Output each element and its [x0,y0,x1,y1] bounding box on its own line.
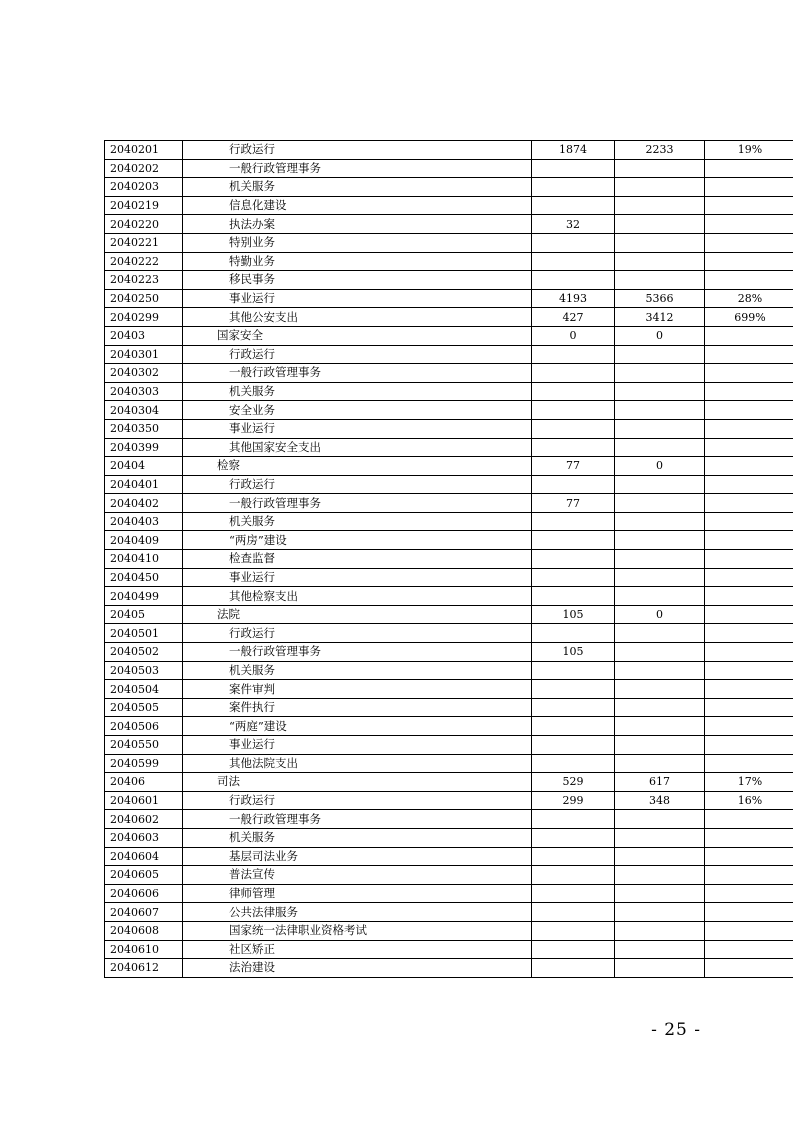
code-cell: 20404 [105,457,183,476]
item-name-cell: 其他法院支出 [183,754,532,773]
code-cell: 2040222 [105,252,183,271]
table-row [105,717,793,736]
code-cell: 20405 [105,605,183,624]
table-row [105,159,793,178]
table-row [105,736,793,755]
value-1-cell [532,512,615,531]
code-cell: 2040203 [105,178,183,197]
item-name-cell: 国家统一法律职业资格考试 [183,921,532,940]
table-row [105,661,793,680]
budget-table-body [105,141,793,978]
code-cell: 2040606 [105,884,183,903]
code-cell: 2040503 [105,661,183,680]
item-name-cell: 机关服务 [183,512,532,531]
value-2-cell [615,680,705,699]
value-1-cell [532,475,615,494]
item-name-cell: 基层司法业务 [183,847,532,866]
value-2-cell [615,736,705,755]
change-percent-cell: 28% [705,289,793,308]
value-2-cell: 3412 [615,308,705,327]
value-1-cell [532,159,615,178]
item-name-cell: 律师管理 [183,884,532,903]
table-row [105,438,793,457]
value-1-cell [532,587,615,606]
value-1-cell [532,736,615,755]
table-row [105,531,793,550]
value-2-cell: 0 [615,457,705,476]
value-2-cell [615,550,705,569]
page-number: - 25 - [651,1020,701,1040]
value-1-cell [532,754,615,773]
change-percent-cell [705,903,793,922]
value-1-cell: 32 [532,215,615,234]
change-percent-cell [705,717,793,736]
code-cell: 2040303 [105,382,183,401]
code-cell: 20406 [105,773,183,792]
code-cell: 20403 [105,326,183,345]
item-name-cell: 法院 [183,605,532,624]
value-1-cell: 77 [532,494,615,513]
value-1-cell [532,178,615,197]
value-1-cell [532,364,615,383]
code-cell: 2040220 [105,215,183,234]
value-1-cell: 427 [532,308,615,327]
code-cell: 2040223 [105,271,183,290]
value-1-cell [532,717,615,736]
table-row [105,847,793,866]
code-cell: 2040410 [105,550,183,569]
change-percent-cell [705,754,793,773]
value-2-cell [615,438,705,457]
code-cell: 2040450 [105,568,183,587]
code-cell: 2040502 [105,643,183,662]
change-percent-cell [705,940,793,959]
value-1-cell: 77 [532,457,615,476]
table-row [105,810,793,829]
value-2-cell [615,159,705,178]
value-1-cell: 529 [532,773,615,792]
table-row [105,512,793,531]
table-row [105,271,793,290]
item-name-cell: 机关服务 [183,382,532,401]
value-1-cell [532,568,615,587]
table-row [105,568,793,587]
value-1-cell [532,438,615,457]
value-2-cell [615,382,705,401]
item-name-cell: 案件审判 [183,680,532,699]
value-1-cell [532,847,615,866]
change-percent-cell [705,568,793,587]
table-row [105,178,793,197]
change-percent-cell [705,884,793,903]
value-2-cell [615,903,705,922]
change-percent-cell [705,866,793,885]
table-row [105,828,793,847]
change-percent-cell [705,698,793,717]
item-name-cell: 事业运行 [183,568,532,587]
table-row [105,550,793,569]
table-row [105,345,793,364]
value-1-cell [532,959,615,978]
value-2-cell [615,717,705,736]
value-1-cell [532,866,615,885]
change-percent-cell [705,159,793,178]
item-name-cell: 检查监督 [183,550,532,569]
code-cell: 2040604 [105,847,183,866]
table-row [105,884,793,903]
value-2-cell [615,661,705,680]
value-1-cell [532,419,615,438]
change-percent-cell [705,959,793,978]
item-name-cell: 其他检察支出 [183,587,532,606]
code-cell: 2040504 [105,680,183,699]
value-2-cell [615,810,705,829]
value-1-cell [532,233,615,252]
item-name-cell: 国家安全 [183,326,532,345]
item-name-cell: 行政运行 [183,345,532,364]
change-percent-cell [705,550,793,569]
value-2-cell [615,178,705,197]
change-percent-cell: 17% [705,773,793,792]
change-percent-cell [705,512,793,531]
change-percent-cell [705,475,793,494]
value-2-cell: 617 [615,773,705,792]
table-row [105,624,793,643]
code-cell: 2040301 [105,345,183,364]
item-name-cell: 一般行政管理事务 [183,810,532,829]
table-row [105,791,793,810]
value-2-cell [615,866,705,885]
value-1-cell [532,661,615,680]
code-cell: 2040402 [105,494,183,513]
code-cell: 2040304 [105,401,183,420]
value-1-cell: 0 [532,326,615,345]
value-1-cell [532,940,615,959]
value-2-cell [615,401,705,420]
value-2-cell [615,754,705,773]
item-name-cell: 事业运行 [183,419,532,438]
table-row [105,326,793,345]
value-2-cell: 0 [615,605,705,624]
code-cell: 2040350 [105,419,183,438]
item-name-cell: 行政运行 [183,791,532,810]
value-2-cell [615,698,705,717]
table-row [105,773,793,792]
value-1-cell [532,252,615,271]
table-row [105,698,793,717]
item-name-cell: 普法宣传 [183,866,532,885]
table-row [105,680,793,699]
code-cell: 2040599 [105,754,183,773]
change-percent-cell [705,624,793,643]
table-row [105,921,793,940]
code-cell: 2040612 [105,959,183,978]
value-1-cell: 105 [532,605,615,624]
item-name-cell: “两庭”建设 [183,717,532,736]
change-percent-cell [705,587,793,606]
code-cell: 2040201 [105,141,183,160]
value-1-cell [532,382,615,401]
change-percent-cell: 699% [705,308,793,327]
value-1-cell [532,531,615,550]
item-name-cell: 一般行政管理事务 [183,159,532,178]
value-1-cell [532,196,615,215]
code-cell: 2040550 [105,736,183,755]
item-name-cell: 其他公安支出 [183,308,532,327]
value-1-cell [532,680,615,699]
item-name-cell: 机关服务 [183,661,532,680]
item-name-cell: 法治建设 [183,959,532,978]
table-row [105,959,793,978]
code-cell: 2040219 [105,196,183,215]
value-2-cell [615,215,705,234]
item-name-cell: 特勤业务 [183,252,532,271]
change-percent-cell [705,382,793,401]
value-1-cell [532,698,615,717]
item-name-cell: 移民事务 [183,271,532,290]
value-2-cell [615,475,705,494]
value-2-cell [615,624,705,643]
change-percent-cell [705,419,793,438]
item-name-cell: 事业运行 [183,736,532,755]
value-2-cell [615,940,705,959]
change-percent-cell [705,178,793,197]
item-name-cell: 行政运行 [183,141,532,160]
item-name-cell: 特别业务 [183,233,532,252]
code-cell: 2040603 [105,828,183,847]
change-percent-cell: 16% [705,791,793,810]
value-2-cell [615,345,705,364]
change-percent-cell [705,271,793,290]
table-row [105,215,793,234]
value-1-cell [532,271,615,290]
value-2-cell: 0 [615,326,705,345]
change-percent-cell [705,345,793,364]
table-row [105,903,793,922]
change-percent-cell [705,215,793,234]
code-cell: 2040602 [105,810,183,829]
value-2-cell [615,233,705,252]
item-name-cell: 司法 [183,773,532,792]
value-2-cell [615,494,705,513]
table-row [105,419,793,438]
item-name-cell: 案件执行 [183,698,532,717]
change-percent-cell [705,605,793,624]
table-row [105,233,793,252]
value-2-cell [615,921,705,940]
value-2-cell: 2233 [615,141,705,160]
code-cell: 2040501 [105,624,183,643]
change-percent-cell [705,364,793,383]
item-name-cell: 行政运行 [183,475,532,494]
table-row [105,643,793,662]
table-row [105,605,793,624]
value-1-cell [532,550,615,569]
change-percent-cell [705,921,793,940]
change-percent-cell [705,847,793,866]
code-cell: 2040499 [105,587,183,606]
table-row [105,364,793,383]
value-1-cell: 105 [532,643,615,662]
value-2-cell [615,568,705,587]
value-1-cell [532,401,615,420]
change-percent-cell [705,326,793,345]
code-cell: 2040250 [105,289,183,308]
code-cell: 2040605 [105,866,183,885]
change-percent-cell [705,438,793,457]
table-row [105,866,793,885]
value-1-cell [532,810,615,829]
value-2-cell [615,828,705,847]
item-name-cell: 公共法律服务 [183,903,532,922]
code-cell: 2040401 [105,475,183,494]
change-percent-cell [705,828,793,847]
change-percent-cell [705,196,793,215]
value-2-cell [615,419,705,438]
item-name-cell: 安全业务 [183,401,532,420]
table-row [105,382,793,401]
code-cell: 2040409 [105,531,183,550]
code-cell: 2040299 [105,308,183,327]
item-name-cell: 事业运行 [183,289,532,308]
change-percent-cell [705,736,793,755]
change-percent-cell [705,457,793,476]
table-row [105,587,793,606]
code-cell: 2040505 [105,698,183,717]
value-2-cell: 5366 [615,289,705,308]
value-1-cell: 1874 [532,141,615,160]
budget-table [104,140,793,978]
table-row [105,494,793,513]
change-percent-cell [705,531,793,550]
item-name-cell: 其他国家安全支出 [183,438,532,457]
code-cell: 2040202 [105,159,183,178]
table-row [105,141,793,160]
code-cell: 2040506 [105,717,183,736]
value-1-cell [532,828,615,847]
table-row [105,308,793,327]
change-percent-cell [705,810,793,829]
table-row [105,289,793,308]
value-1-cell [532,884,615,903]
change-percent-cell [705,680,793,699]
change-percent-cell: 19% [705,141,793,160]
value-2-cell [615,252,705,271]
code-cell: 2040399 [105,438,183,457]
code-cell: 2040610 [105,940,183,959]
code-cell: 2040601 [105,791,183,810]
value-2-cell [615,531,705,550]
item-name-cell: 机关服务 [183,178,532,197]
table-row [105,252,793,271]
change-percent-cell [705,252,793,271]
value-2-cell [615,587,705,606]
item-name-cell: 机关服务 [183,828,532,847]
value-2-cell [615,884,705,903]
table-row [105,401,793,420]
change-percent-cell [705,233,793,252]
change-percent-cell [705,401,793,420]
value-2-cell [615,643,705,662]
table-row [105,754,793,773]
value-1-cell [532,345,615,364]
table-row [105,940,793,959]
item-name-cell: 执法办案 [183,215,532,234]
value-1-cell: 4193 [532,289,615,308]
item-name-cell: 检察 [183,457,532,476]
item-name-cell: 一般行政管理事务 [183,364,532,383]
value-2-cell: 348 [615,791,705,810]
table-row [105,475,793,494]
item-name-cell: 一般行政管理事务 [183,494,532,513]
value-2-cell [615,512,705,531]
table-row [105,196,793,215]
code-cell: 2040221 [105,233,183,252]
table-row [105,457,793,476]
value-2-cell [615,196,705,215]
change-percent-cell [705,494,793,513]
item-name-cell: 信息化建设 [183,196,532,215]
item-name-cell: “两房”建设 [183,531,532,550]
value-2-cell [615,959,705,978]
change-percent-cell [705,643,793,662]
value-2-cell [615,364,705,383]
value-1-cell [532,921,615,940]
code-cell: 2040607 [105,903,183,922]
item-name-cell: 社区矫正 [183,940,532,959]
value-2-cell [615,847,705,866]
value-1-cell: 299 [532,791,615,810]
value-1-cell [532,624,615,643]
code-cell: 2040403 [105,512,183,531]
value-2-cell [615,271,705,290]
change-percent-cell [705,661,793,680]
item-name-cell: 行政运行 [183,624,532,643]
code-cell: 2040302 [105,364,183,383]
value-1-cell [532,903,615,922]
code-cell: 2040608 [105,921,183,940]
item-name-cell: 一般行政管理事务 [183,643,532,662]
